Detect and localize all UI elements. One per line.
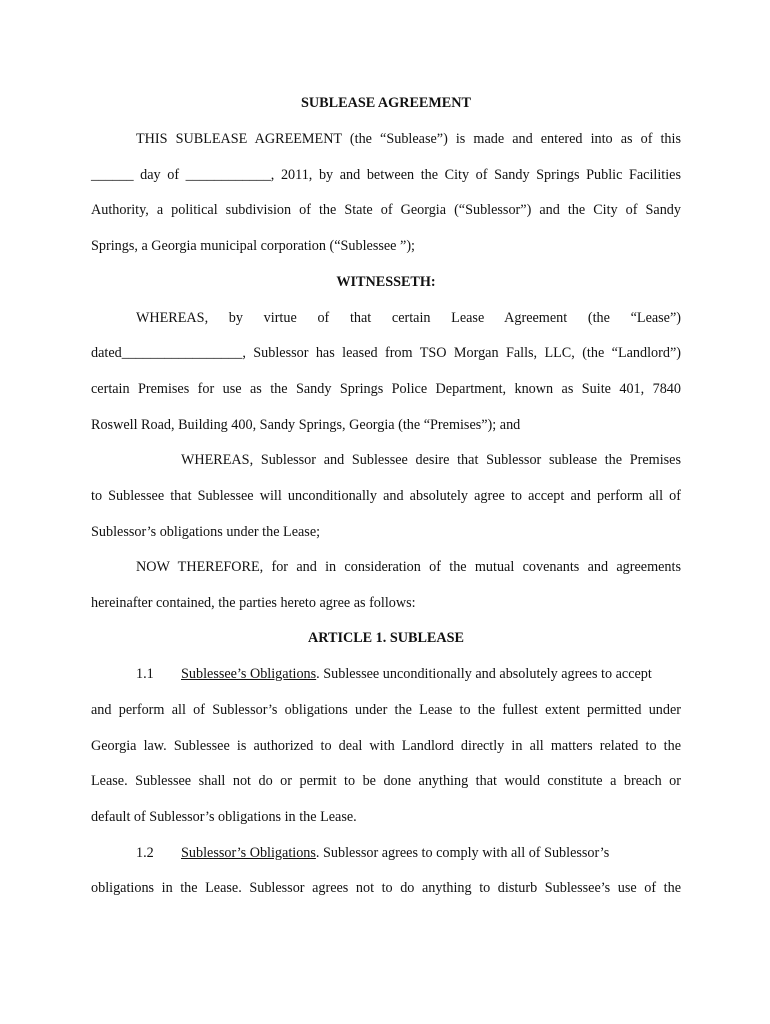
witnesseth-heading: WITNESSETH: xyxy=(336,274,436,290)
paragraph-line: hereinafter contained, the parties hereto agree as follows: xyxy=(91,595,416,611)
paragraph-line: certain Premises for use as the Sandy Springs Police Department, known as Suite 401, 7840 xyxy=(91,381,681,397)
paragraph-line: Sublessor’s obligations under the Lease; xyxy=(91,524,321,540)
article-heading: ARTICLE 1. SUBLEASE xyxy=(307,630,464,646)
paragraph-line: NOW THEREFORE, for and in consideration of the mutual covenants and agreements xyxy=(136,559,681,575)
paragraph-line: WHEREAS, by virtue of that certain Lease Agreement (the “Lease”) xyxy=(136,310,681,326)
section-text: . Sublessor agrees to comply with all of Sublessor’s xyxy=(315,845,610,861)
paragraph-line: and perform all of Sublessor’s obligations under the Lease to the fullest extent permitted under xyxy=(91,702,681,718)
paragraph-line: THIS SUBLEASE AGREEMENT (the “Sublease”) is made and entered into as of this xyxy=(136,131,681,147)
section-1-2-line xyxy=(136,844,681,862)
section-number: 1.2 xyxy=(136,845,154,861)
paragraph-line: dated_________________, Sublessor has leased from TSO Morgan Falls, LLC, (the “Landlord”) xyxy=(91,345,681,361)
paragraph-line: Lease. Sublessee shall not do or permit to be done anything that would constitute a breach or xyxy=(91,773,681,789)
paragraph-line: to Sublessee that Sublessee will unconditionally and absolutely agree to accept and perform all of xyxy=(91,488,681,504)
section-title: Sublessor’s Obligations xyxy=(181,845,316,861)
section-title: Sublessee’s Obligations xyxy=(181,666,317,682)
paragraph-line: WHEREAS, Sublessor and Sublessee desire that Sublessor sublease the Premises xyxy=(181,452,681,468)
paragraph-line: Springs, a Georgia municipal corporation (“Sublessee ”); xyxy=(91,238,415,254)
paragraph-line: default of Sublessor’s obligations in the Lease. xyxy=(91,809,357,825)
paragraph-line: obligations in the Lease. Sublessor agrees not to do anything to disturb Sublessee’s use of the xyxy=(91,880,681,896)
section-1-1-line xyxy=(136,665,681,683)
paragraph-line: ______ day of ____________, 2011, by and between the City of Sandy Springs Public Facilities xyxy=(91,167,681,183)
paragraph-line: Georgia law. Sublessee is authorized to deal with Landlord directly in all matters related to the xyxy=(91,738,681,754)
document-title: SUBLEASE AGREEMENT xyxy=(301,95,471,111)
paragraph-line: Roswell Road, Building 400, Sandy Springs, Georgia (the “Premises”); and xyxy=(91,417,521,433)
section-text: . Sublessee unconditionally and absolutely agrees to accept xyxy=(316,666,652,682)
paragraph-line: Authority, a political subdivision of the State of Georgia (“Sublessor”) and the City of Sandy xyxy=(91,202,681,218)
section-number: 1.1 xyxy=(136,666,154,682)
